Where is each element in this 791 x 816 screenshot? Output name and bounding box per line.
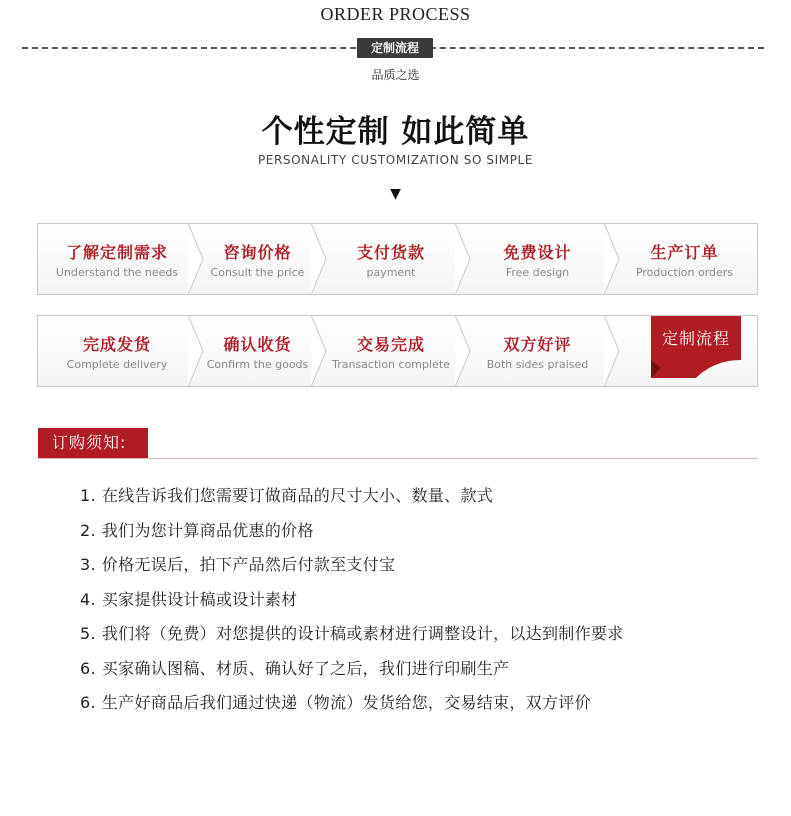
list-item-number: 3. (80, 555, 96, 574)
step-label: 支付货款 (356, 242, 425, 262)
step-understand-needs (38, 224, 196, 294)
step-label-english: Production orders (635, 265, 734, 279)
list-item-text: 生产好商品后我们通过快递（物流）发货给您，交易结束，双方评价 (101, 693, 591, 712)
step-label: 咨询价格 (223, 242, 292, 262)
list-item (80, 518, 770, 553)
step-label-english: Confirm the goods (206, 357, 309, 371)
step-payment (319, 224, 463, 294)
step-label-english: payment (366, 265, 416, 279)
chevron-right-icon (604, 315, 620, 387)
step-label: 完成发货 (82, 334, 151, 354)
notice-title-badge: 订购须知: (38, 428, 148, 458)
list-item-text: 我们将（免费）对您提供的设计稿或素材进行调整设计，以达到制作要求 (101, 624, 624, 643)
step-label: 免费设计 (503, 242, 572, 262)
list-item (80, 552, 770, 587)
step-label: 双方好评 (503, 334, 572, 354)
list-item-text: 买家提供设计稿或设计素材 (101, 589, 298, 609)
step-complete-delivery (38, 316, 196, 386)
step-label: 交易完成 (356, 334, 425, 354)
step-free-design (463, 224, 612, 294)
chevron-right-icon (455, 315, 471, 387)
list-item-number: 2. (80, 520, 96, 540)
list-item-text: 在线告诉我们您需要订做商品的尺寸大小、数量、款式 (101, 486, 494, 505)
list-item-number: 6. (80, 693, 96, 712)
step-label-english: Both sides praised (486, 357, 589, 371)
notice-divider (38, 458, 758, 459)
list-item-number: 1. (80, 486, 96, 505)
list-item (80, 656, 770, 691)
list-item-text: 我们为您计算商品优惠的价格 (101, 520, 314, 540)
step-label-english: Understand the needs (55, 265, 179, 279)
chevron-right-icon (311, 315, 327, 387)
step-label-english: Free design (505, 265, 570, 279)
step-label: 了解定制需求 (65, 242, 168, 262)
down-arrow-icon: ▼ (390, 186, 401, 202)
notice-list (80, 483, 770, 725)
step-label: 生产订单 (650, 242, 719, 262)
chevron-right-icon (188, 223, 204, 295)
page-title: 个性定制 如此简单 (261, 114, 530, 150)
step-label-english: Consult the price (210, 265, 305, 279)
list-item (80, 621, 770, 656)
page-title-english: PERSONALITY CUSTOMIZATION SO SIMPLE (257, 153, 534, 167)
list-item (80, 483, 770, 518)
step-transaction-complete (319, 316, 463, 386)
process-steps-row-1 (37, 223, 758, 295)
list-item-number: 6. (80, 658, 96, 678)
step-both-praised (463, 316, 612, 386)
chevron-right-icon (604, 223, 620, 295)
step-label: 确认收货 (223, 334, 292, 354)
list-item (80, 690, 770, 725)
list-item-number: 5. (80, 624, 96, 643)
chevron-right-icon (455, 223, 471, 295)
step-label-english: Transaction complete (332, 357, 450, 371)
chevron-right-icon (311, 223, 327, 295)
list-item (80, 587, 770, 622)
process-steps-row-2 (37, 315, 758, 387)
step-confirm-goods (196, 316, 319, 386)
order-process-heading: ORDER PROCESS (320, 4, 471, 24)
chevron-right-icon (188, 315, 204, 387)
section-subtitle: 品质之选 (371, 68, 420, 82)
step-production-orders (612, 224, 757, 294)
list-item-number: 4. (80, 589, 96, 609)
step-consult-price (196, 224, 319, 294)
section-badge: 定制流程 (357, 38, 433, 58)
list-item-text: 买家确认图稿、材质、确认好了之后，我们进行印刷生产 (101, 658, 510, 678)
final-tab-label: 定制流程 (661, 329, 730, 348)
list-item-text: 价格无误后，拍下产品然后付款至支付宝 (101, 555, 396, 574)
step-label-english: Complete delivery (66, 357, 168, 371)
